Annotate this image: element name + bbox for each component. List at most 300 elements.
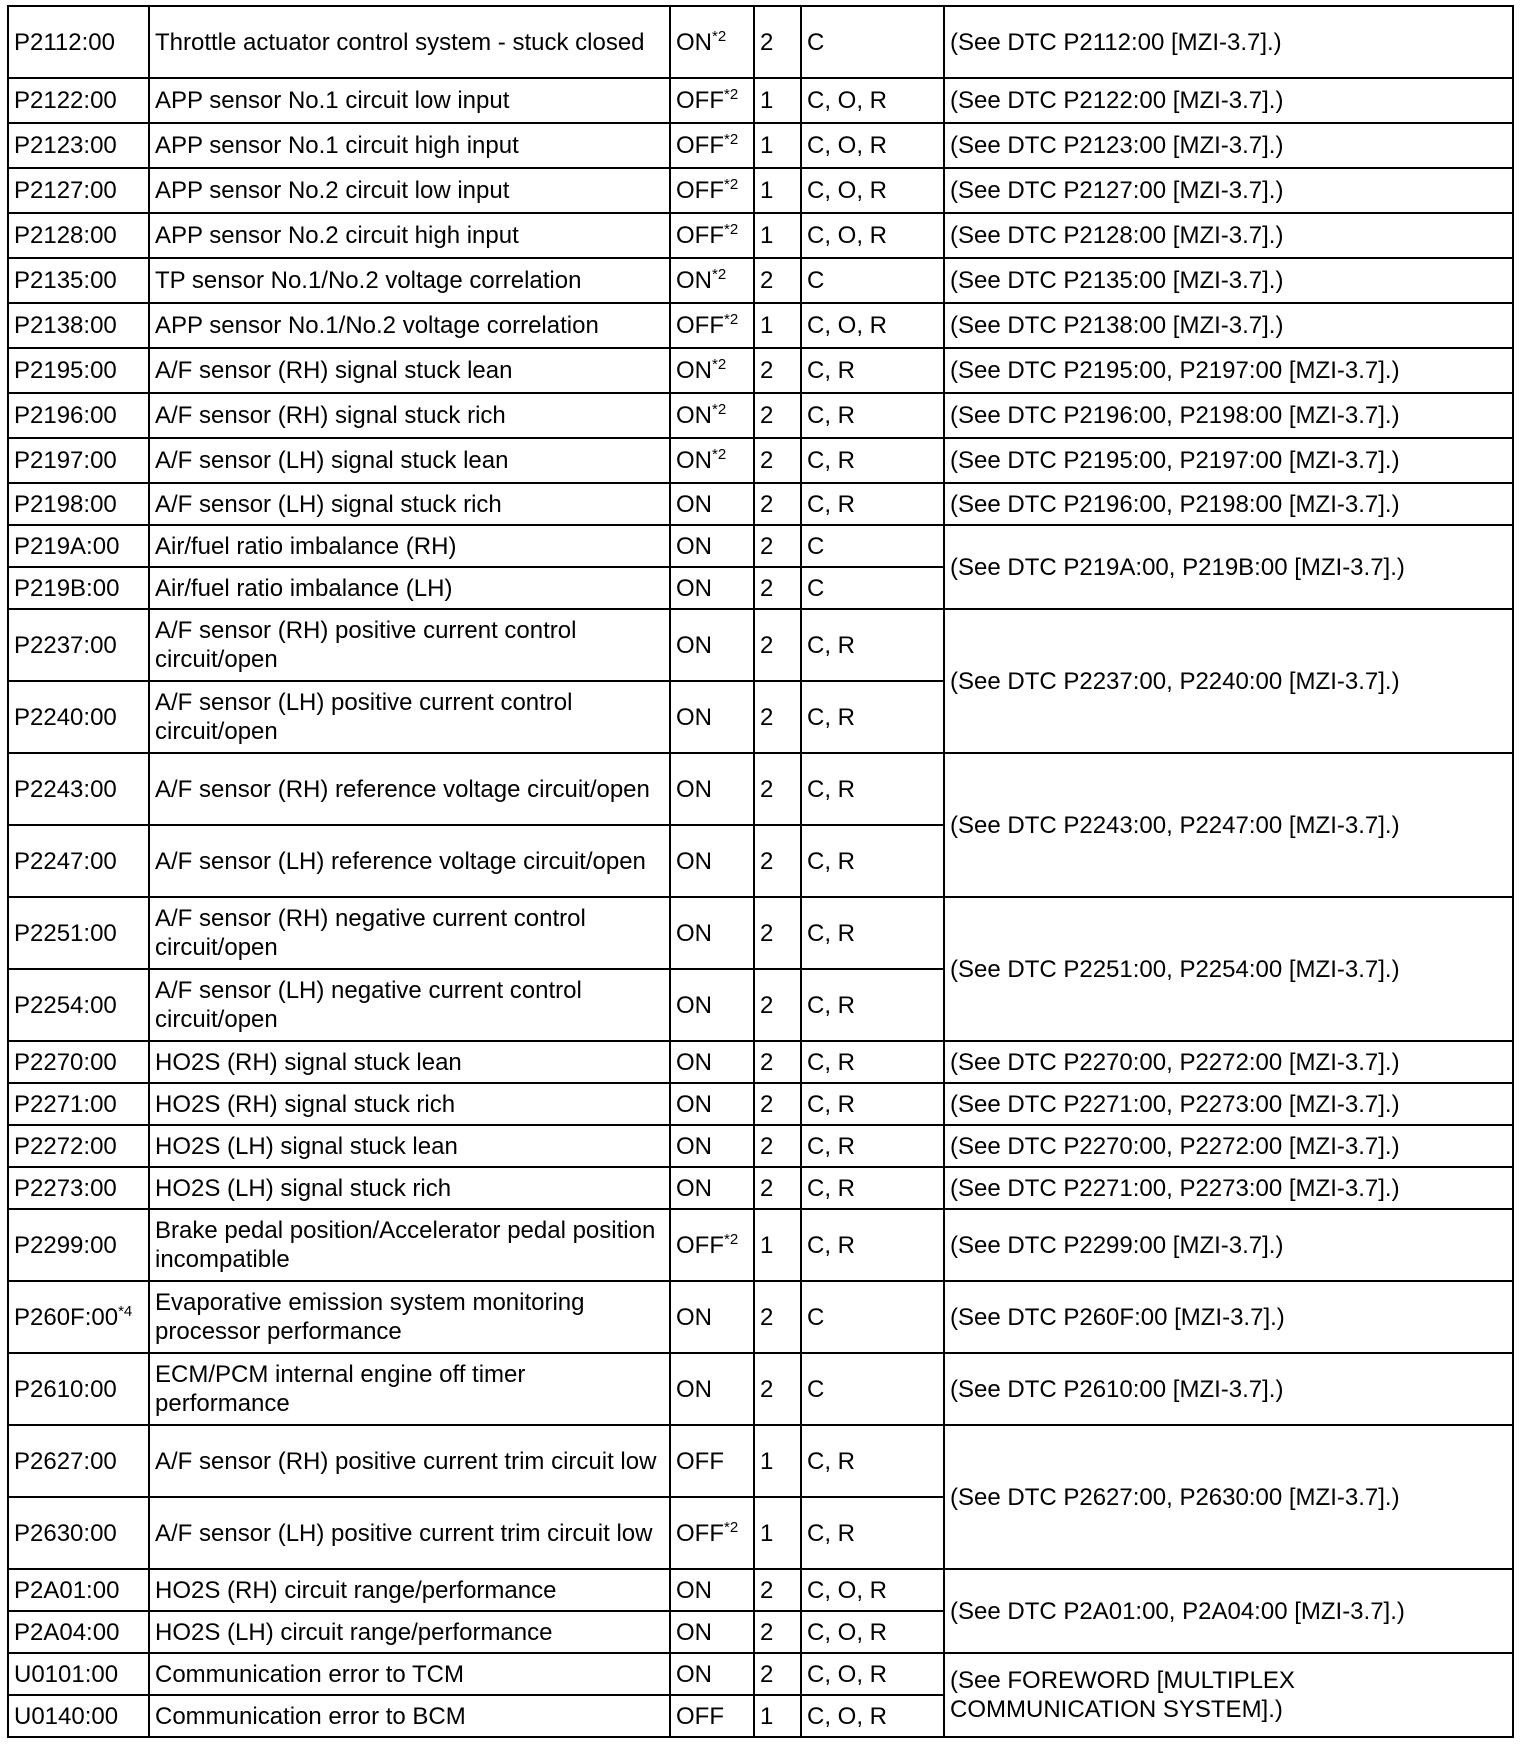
monitor-item-cell — [801, 78, 944, 123]
dtc-code-cell — [8, 1653, 149, 1695]
dtc-code-cell-text: P2251:00 — [14, 919, 117, 947]
table-row — [8, 1353, 1513, 1425]
table-row — [8, 78, 1513, 123]
mil-cell-text: OFF — [676, 1231, 724, 1259]
monitor-item-cell — [801, 1653, 944, 1695]
mil-footnote-marker: *2 — [724, 86, 739, 103]
description-cell-text: APP sensor No.1 circuit low input — [155, 87, 510, 114]
dtc-code-cell-text: P2A01:00 — [14, 1576, 120, 1604]
description-cell — [149, 825, 670, 897]
dc-cell — [754, 969, 801, 1041]
monitor-item-cell-text: C — [807, 574, 825, 602]
monitor-item-cell — [801, 168, 944, 213]
mil-cell-text: ON — [676, 1660, 712, 1688]
mil-cell — [670, 78, 754, 123]
monitor-item-cell — [801, 1167, 944, 1209]
monitor-item-cell — [801, 483, 944, 525]
dtc-code-cell-text: P2610:00 — [14, 1375, 117, 1403]
mil-cell-text: ON — [676, 775, 712, 803]
dc-cell-text: 2 — [760, 1174, 774, 1202]
dtc-code-cell-text: P2272:00 — [14, 1132, 117, 1160]
dtc-table — [7, 5, 1514, 1738]
dc-cell-text: 1 — [760, 132, 774, 159]
mil-cell-text: ON — [676, 357, 712, 384]
dc-cell — [754, 1353, 801, 1425]
monitor-item-cell — [801, 1611, 944, 1653]
description-cell — [149, 1695, 670, 1737]
dc-cell — [754, 1611, 801, 1653]
dtc-code-cell-text: P2112:00 — [14, 28, 115, 56]
monitor-item-cell — [801, 1041, 944, 1083]
mil-footnote-marker: *2 — [724, 221, 739, 238]
dtc-code-cell-text: P2270:00 — [14, 1048, 117, 1076]
mil-cell — [670, 1209, 754, 1281]
monitor-item-cell — [801, 1281, 944, 1353]
reference-cell — [944, 78, 1513, 123]
dtc-code-cell — [8, 123, 149, 168]
monitor-item-cell-text: C, O, R — [807, 1576, 888, 1604]
dc-cell-text: 2 — [760, 1576, 774, 1604]
mil-cell — [670, 897, 754, 969]
mil-cell-text: ON — [676, 631, 712, 659]
description-cell — [149, 258, 670, 303]
description-cell — [149, 1353, 670, 1425]
dtc-code-cell-text: P2128:00 — [14, 222, 117, 249]
description-cell — [149, 525, 670, 567]
dtc-code-cell — [8, 1353, 149, 1425]
monitor-item-cell — [801, 1083, 944, 1125]
reference-cell-text: (See DTC P2237:00, P2240:00 [MZI-3.7].) — [950, 667, 1400, 695]
dtc-code-cell — [8, 348, 149, 393]
description-cell — [149, 1083, 670, 1125]
description-cell — [149, 969, 670, 1041]
description-cell — [149, 213, 670, 258]
monitor-item-cell — [801, 1353, 944, 1425]
monitor-item-cell — [801, 681, 944, 753]
dc-cell-text: 2 — [760, 1048, 774, 1076]
dc-cell — [754, 6, 801, 78]
description-cell-text: Throttle actuator control system - stuck closed — [155, 28, 645, 56]
dc-cell — [754, 825, 801, 897]
dtc-code-cell — [8, 6, 149, 78]
monitor-item-cell — [801, 897, 944, 969]
description-cell-text: A/F sensor (RH) signal stuck lean — [155, 357, 513, 384]
dtc-code-cell — [8, 483, 149, 525]
mil-cell — [670, 1083, 754, 1125]
dtc-code-cell — [8, 78, 149, 123]
table-row — [8, 1569, 1513, 1611]
description-cell — [149, 348, 670, 393]
reference-cell-text: (See DTC P2A01:00, P2A04:00 [MZI-3.7].) — [950, 1597, 1405, 1625]
mil-cell — [670, 1611, 754, 1653]
dc-cell-text: 1 — [760, 1447, 774, 1475]
description-cell — [149, 1281, 670, 1353]
dtc-code-cell-text: P2195:00 — [14, 357, 117, 384]
mil-cell — [670, 213, 754, 258]
mil-footnote-marker: *2 — [712, 401, 727, 418]
reference-cell — [944, 1125, 1513, 1167]
monitor-item-cell-text: C — [807, 532, 825, 560]
description-cell-text: A/F sensor (RH) positive current trim circuit low — [155, 1447, 657, 1475]
mil-cell — [670, 567, 754, 609]
monitor-item-cell-text: C, O, R — [807, 1660, 888, 1688]
monitor-item-cell — [801, 348, 944, 393]
monitor-item-cell-text: C, O, R — [807, 1702, 888, 1730]
dc-cell-text: 2 — [760, 919, 774, 947]
reference-cell-text: (See DTC P2195:00, P2197:00 [MZI-3.7].) — [950, 447, 1400, 474]
description-cell-text: HO2S (LH) signal stuck lean — [155, 1132, 458, 1160]
mil-footnote-marker: *2 — [724, 1518, 739, 1536]
description-cell-text: HO2S (RH) signal stuck lean — [155, 1048, 462, 1076]
dtc-code-cell-text: U0140:00 — [14, 1702, 119, 1730]
dc-cell — [754, 438, 801, 483]
description-cell-text: A/F sensor (RH) negative current control circuit/open — [155, 905, 586, 961]
dtc-code-cell-text: P2237:00 — [14, 631, 117, 659]
mil-cell — [670, 483, 754, 525]
reference-cell — [944, 1425, 1513, 1569]
description-cell-text: Communication error to TCM — [155, 1660, 464, 1688]
dtc-code-cell-text: P2A04:00 — [14, 1618, 120, 1646]
description-cell-text: Evaporative emission system monitoring processor performance — [155, 1289, 585, 1345]
monitor-item-cell — [801, 567, 944, 609]
description-cell — [149, 78, 670, 123]
reference-cell — [944, 1353, 1513, 1425]
description-cell — [149, 1041, 670, 1083]
mil-cell — [670, 1167, 754, 1209]
mil-cell — [670, 681, 754, 753]
description-cell-text: HO2S (LH) signal stuck rich — [155, 1174, 452, 1202]
mil-cell-text: OFF — [676, 1519, 724, 1547]
dc-cell — [754, 168, 801, 213]
mil-cell — [670, 1425, 754, 1497]
mil-cell — [670, 348, 754, 393]
mil-cell — [670, 1125, 754, 1167]
dtc-code-cell — [8, 1125, 149, 1167]
dtc-code-cell-text: P2127:00 — [14, 177, 117, 204]
dc-cell — [754, 303, 801, 348]
monitor-item-cell-text: C, R — [807, 775, 855, 803]
description-cell-text: Brake pedal position/Accelerator pedal position incompatible — [155, 1217, 656, 1273]
table-row — [8, 1425, 1513, 1497]
monitor-item-cell — [801, 1497, 944, 1569]
dtc-code-cell-text: P2243:00 — [14, 775, 117, 803]
reference-cell-text: (See DTC P2270:00, P2272:00 [MZI-3.7].) — [950, 1132, 1400, 1160]
dtc-code-cell — [8, 1083, 149, 1125]
mil-cell-text: ON — [676, 847, 712, 875]
table-row — [8, 123, 1513, 168]
monitor-item-cell-text: C, R — [807, 1519, 855, 1547]
dtc-code-cell-text: P2273:00 — [14, 1174, 117, 1202]
mil-footnote-marker: *2 — [712, 27, 727, 45]
dc-cell-text: 2 — [760, 1303, 774, 1331]
dtc-code-cell-text: U0101:00 — [14, 1660, 119, 1688]
monitor-item-cell-text: C — [807, 28, 825, 56]
reference-cell-text: (See DTC P2135:00 [MZI-3.7].) — [950, 267, 1284, 294]
dc-cell-text: 2 — [760, 775, 774, 803]
description-cell — [149, 753, 670, 825]
dc-cell-text: 1 — [760, 312, 774, 339]
mil-cell-text: ON — [676, 1048, 712, 1076]
dtc-code-cell — [8, 303, 149, 348]
dtc-code-cell-text: P2138:00 — [14, 312, 117, 339]
dtc-code-cell-text: P219B:00 — [14, 574, 120, 602]
dc-cell-text: 2 — [760, 357, 774, 384]
monitor-item-cell-text: C, R — [807, 919, 855, 947]
dc-cell — [754, 525, 801, 567]
mil-cell — [670, 1281, 754, 1353]
description-cell — [149, 1209, 670, 1281]
monitor-item-cell — [801, 1425, 944, 1497]
reference-cell-text: (See DTC P2299:00 [MZI-3.7].) — [950, 1231, 1284, 1259]
description-cell — [149, 483, 670, 525]
dc-cell-text: 2 — [760, 847, 774, 875]
dtc-code-cell — [8, 213, 149, 258]
mil-cell-text: ON — [676, 490, 712, 518]
description-cell-text: HO2S (RH) signal stuck rich — [155, 1090, 456, 1118]
dc-cell-text: 2 — [760, 631, 774, 659]
monitor-item-cell-text: C, O, R — [807, 1618, 888, 1646]
reference-cell-text: (See DTC P2610:00 [MZI-3.7].) — [950, 1375, 1284, 1403]
dtc-code-cell — [8, 1569, 149, 1611]
dtc-code-cell — [8, 1425, 149, 1497]
reference-cell — [944, 897, 1513, 1041]
description-cell-text: APP sensor No.2 circuit high input — [155, 222, 519, 249]
description-cell-text: A/F sensor (RH) signal stuck rich — [155, 402, 506, 429]
dtc-code-cell — [8, 1209, 149, 1281]
description-cell — [149, 123, 670, 168]
dtc-code-cell — [8, 525, 149, 567]
dc-cell — [754, 1695, 801, 1737]
table-row — [8, 525, 1513, 567]
dtc-code-cell-text: P2196:00 — [14, 402, 117, 429]
reference-cell — [944, 1083, 1513, 1125]
dtc-code-cell — [8, 1497, 149, 1569]
dc-cell — [754, 609, 801, 681]
table-row — [8, 1653, 1513, 1695]
description-cell-text: TP sensor No.1/No.2 voltage correlation — [155, 267, 582, 294]
dc-cell-text: 2 — [760, 28, 774, 56]
table-row — [8, 1125, 1513, 1167]
mil-cell — [670, 123, 754, 168]
description-cell — [149, 168, 670, 213]
monitor-item-cell — [801, 1209, 944, 1281]
table-row — [8, 609, 1513, 681]
dtc-code-cell — [8, 1041, 149, 1083]
dc-cell — [754, 1425, 801, 1497]
dc-cell-text: 2 — [760, 447, 774, 474]
monitor-item-cell-text: C, R — [807, 490, 855, 518]
mil-cell — [670, 1695, 754, 1737]
mil-cell-text: ON — [676, 1090, 712, 1118]
monitor-item-cell-text: C, R — [807, 1090, 855, 1118]
dtc-code-cell-text: P2299:00 — [14, 1231, 117, 1259]
reference-cell-text: (See DTC P2195:00, P2197:00 [MZI-3.7].) — [950, 357, 1400, 384]
dc-cell-text: 2 — [760, 402, 774, 429]
description-cell-text: A/F sensor (LH) positive current control circuit/open — [155, 689, 573, 745]
code-footnote-marker: *4 — [118, 1302, 133, 1320]
dtc-code-cell — [8, 825, 149, 897]
reference-cell-text: (See DTC P2112:00 [MZI-3.7].) — [950, 28, 1282, 56]
reference-cell — [944, 438, 1513, 483]
mil-cell-text: OFF — [676, 222, 724, 249]
dtc-code-cell — [8, 1167, 149, 1209]
dtc-code-cell — [8, 168, 149, 213]
dtc-code-cell-text: P2198:00 — [14, 490, 117, 518]
reference-cell — [944, 168, 1513, 213]
dc-cell — [754, 258, 801, 303]
mil-cell — [670, 1041, 754, 1083]
table-row — [8, 1167, 1513, 1209]
table-row — [8, 1083, 1513, 1125]
reference-cell-text: (See DTC P2271:00, P2273:00 [MZI-3.7].) — [950, 1090, 1400, 1118]
table-row — [8, 438, 1513, 483]
mil-cell — [670, 969, 754, 1041]
monitor-item-cell — [801, 753, 944, 825]
mil-cell-text: ON — [676, 574, 712, 602]
description-cell-text: HO2S (RH) circuit range/performance — [155, 1576, 557, 1604]
dtc-code-cell — [8, 567, 149, 609]
table-row — [8, 897, 1513, 969]
dc-cell-text: 2 — [760, 1618, 774, 1646]
dc-cell — [754, 1653, 801, 1695]
description-cell — [149, 1425, 670, 1497]
monitor-item-cell-text: C, R — [807, 357, 855, 384]
dc-cell — [754, 78, 801, 123]
dc-cell-text: 1 — [760, 87, 774, 114]
monitor-item-cell-text: C — [807, 1303, 825, 1331]
mil-cell — [670, 1653, 754, 1695]
reference-cell-text: (See DTC P2243:00, P2247:00 [MZI-3.7].) — [950, 811, 1400, 839]
dc-cell — [754, 123, 801, 168]
description-cell — [149, 6, 670, 78]
dtc-code-cell-text: P2135:00 — [14, 267, 117, 294]
mil-cell-text: OFF — [676, 87, 724, 114]
reference-cell-text: (See DTC P2122:00 [MZI-3.7].) — [950, 87, 1284, 114]
monitor-item-cell-text: C, R — [807, 991, 855, 1019]
monitor-item-cell-text: C, O, R — [807, 177, 888, 204]
mil-cell-text: ON — [676, 1618, 712, 1646]
description-cell-text: A/F sensor (LH) reference voltage circuit/open — [155, 847, 646, 875]
monitor-item-cell-text: C, R — [807, 1174, 855, 1202]
reference-cell — [944, 123, 1513, 168]
reference-cell — [944, 258, 1513, 303]
dtc-code-cell — [8, 969, 149, 1041]
description-cell-text: A/F sensor (LH) positive current trim circuit low — [155, 1519, 653, 1547]
dtc-code-cell — [8, 1281, 149, 1353]
dc-cell — [754, 1125, 801, 1167]
monitor-item-cell — [801, 969, 944, 1041]
mil-footnote-marker: *2 — [724, 131, 739, 148]
mil-cell — [670, 753, 754, 825]
dtc-code-cell-text: P2123:00 — [14, 132, 117, 159]
dtc-code-cell-text: P2122:00 — [14, 87, 117, 114]
mil-cell — [670, 1569, 754, 1611]
monitor-item-cell-text: C — [807, 267, 825, 294]
mil-footnote-marker: *2 — [724, 176, 739, 193]
dc-cell — [754, 393, 801, 438]
dtc-code-cell — [8, 609, 149, 681]
reference-cell — [944, 393, 1513, 438]
description-cell-text: APP sensor No.1 circuit high input — [155, 132, 519, 159]
mil-cell — [670, 438, 754, 483]
mil-cell-text: ON — [676, 1174, 712, 1202]
dtc-code-cell — [8, 438, 149, 483]
dc-cell — [754, 1209, 801, 1281]
table-row — [8, 258, 1513, 303]
description-cell — [149, 897, 670, 969]
description-cell-text: APP sensor No.1/No.2 voltage correlation — [155, 312, 599, 339]
dc-cell-text: 2 — [760, 1132, 774, 1160]
monitor-item-cell — [801, 438, 944, 483]
monitor-item-cell — [801, 609, 944, 681]
monitor-item-cell — [801, 258, 944, 303]
reference-cell-text: (See DTC P2123:00 [MZI-3.7].) — [950, 132, 1284, 159]
dtc-code-cell-text: P219A:00 — [14, 532, 120, 560]
dc-cell-text: 2 — [760, 1090, 774, 1118]
dc-cell — [754, 213, 801, 258]
mil-footnote-marker: *2 — [724, 311, 739, 328]
mil-cell-text: OFF — [676, 1447, 724, 1475]
dtc-code-cell-text: P2197:00 — [14, 447, 117, 474]
mil-cell — [670, 825, 754, 897]
dc-cell — [754, 753, 801, 825]
mil-cell — [670, 168, 754, 213]
mil-cell-text: ON — [676, 532, 712, 560]
monitor-item-cell-text: C, O, R — [807, 222, 888, 249]
mil-cell-text: ON — [676, 703, 712, 731]
reference-cell-text: (See DTC P2138:00 [MZI-3.7].) — [950, 312, 1284, 339]
description-cell — [149, 609, 670, 681]
table-row — [8, 168, 1513, 213]
description-cell-text: APP sensor No.2 circuit low input — [155, 177, 510, 204]
reference-cell — [944, 609, 1513, 753]
table-row — [8, 753, 1513, 825]
reference-cell-text: (See DTC P2196:00, P2198:00 [MZI-3.7].) — [950, 490, 1400, 518]
monitor-item-cell-text: C, O, R — [807, 132, 888, 159]
description-cell — [149, 1569, 670, 1611]
description-cell — [149, 1125, 670, 1167]
mil-cell-text: OFF — [676, 1702, 724, 1730]
monitor-item-cell-text: C — [807, 1375, 825, 1403]
monitor-item-cell — [801, 825, 944, 897]
mil-cell-text: ON — [676, 28, 712, 56]
mil-cell — [670, 1497, 754, 1569]
reference-cell-text: (See DTC P2627:00, P2630:00 [MZI-3.7].) — [950, 1483, 1400, 1511]
reference-cell — [944, 483, 1513, 525]
reference-cell — [944, 213, 1513, 258]
description-cell-text: A/F sensor (LH) negative current control circuit/open — [155, 977, 582, 1033]
table-row — [8, 213, 1513, 258]
reference-cell-text: (See DTC P2127:00 [MZI-3.7].) — [950, 177, 1284, 204]
dc-cell — [754, 1083, 801, 1125]
mil-footnote-marker: *2 — [712, 356, 727, 373]
dtc-code-cell-text: P2627:00 — [14, 1447, 117, 1475]
mil-cell-text: ON — [676, 447, 712, 474]
monitor-item-cell-text: C, R — [807, 447, 855, 474]
dc-cell-text: 2 — [760, 703, 774, 731]
dc-cell-text: 2 — [760, 490, 774, 518]
description-cell — [149, 1653, 670, 1695]
dc-cell-text: 2 — [760, 1660, 774, 1688]
reference-cell — [944, 6, 1513, 78]
mil-cell — [670, 393, 754, 438]
dc-cell-text: 2 — [760, 532, 774, 560]
reference-cell — [944, 1167, 1513, 1209]
reference-cell — [944, 303, 1513, 348]
mil-cell-text: OFF — [676, 312, 724, 339]
reference-cell — [944, 1281, 1513, 1353]
description-cell-text: Air/fuel ratio imbalance (LH) — [155, 574, 453, 602]
